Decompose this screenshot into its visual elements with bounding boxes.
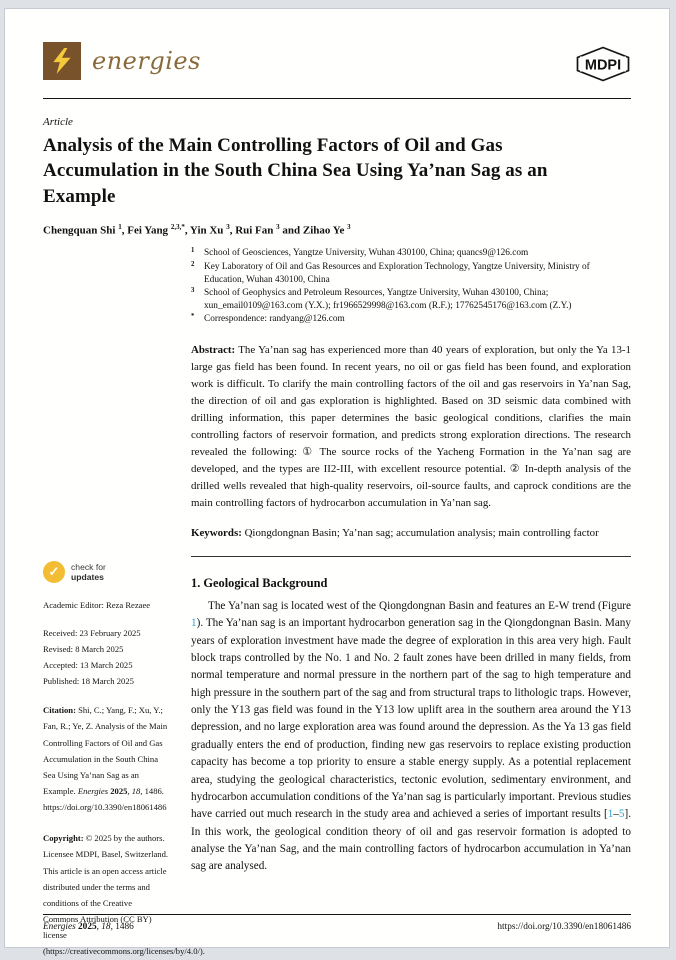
badge-line-2: updates <box>71 572 104 583</box>
margin-sidebar <box>43 247 205 959</box>
affiliation-text: School of Geophysics and Petroleum Resources, Yangtze University, Wuhan 430100, China; xun_email0109@163.com (Y.X.); fr1966529998@163.com (R.F.); 17762545176@163.com (Z.Y.) <box>204 288 572 312</box>
affiliation-item <box>191 287 631 313</box>
mdpi-logo[interactable] <box>575 46 631 87</box>
energies-journal-logo[interactable] <box>43 42 201 80</box>
inline-reference-link[interactable]: 1 <box>191 617 197 630</box>
footer-divider <box>43 914 631 915</box>
affiliation-marker: 1 <box>191 247 195 255</box>
footer-journal-reference: Energies 2025, 18, 1486 <box>43 922 134 932</box>
section-heading: 1. Geological Background <box>191 575 328 590</box>
history-date: Revised: 8 March 2025 <box>43 643 124 654</box>
footer-doi-link[interactable]: https://doi.org/10.3390/en18061486 <box>497 922 631 932</box>
mdpi-hexagon-icon <box>575 46 631 82</box>
badge-line-1: check for <box>71 562 106 573</box>
affiliation-text: School of Geosciences, Yangtze University, Wuhan 430100, China; quancs9@126.com <box>204 248 529 259</box>
journal-name: energies <box>92 47 201 75</box>
document-page <box>4 8 670 957</box>
energies-lightning-icon <box>43 42 81 80</box>
history-date: Accepted: 13 March 2025 <box>43 659 133 670</box>
mdpi-logo-text: MDPI <box>584 57 622 74</box>
check-for-updates-badge[interactable] <box>43 561 169 583</box>
citation-block <box>43 702 169 815</box>
copyright-text: © 2025 by the authors. Licensee MDPI, Basel, Switzerland. This article is an open access article distributed under the terms and conditions of the Creative Commons Attribution (CC BY) license (https://creativecommons.org/licenses/by/4.0/). <box>43 833 205 957</box>
page-footer <box>43 914 631 932</box>
check-icon: ✓ <box>43 561 65 583</box>
check-for-updates-label <box>71 562 106 583</box>
affiliation-text: Key Laboratory of Oil and Gas Resources and Exploration Technology, Yangtze University, Ministry of Education, Wuhan 430100, China <box>204 261 590 285</box>
main-column <box>191 247 631 959</box>
section-paragraph: The Ya’nan sag is located west of the Qiongdongnan Basin and features an E-W trend (Figure 1). The Ya’nan sag is an important hydrocarbon generation sag in the Qiongdongnan Basin. Many years of exploration investment have made the degree of exploration in this area very high. Fault block traps controlled by the No. 1 and No. 2 fault zones have been drilled in many fields, from normal temperature and normal pressure in the northern part of the sag to high temperature and high pressure in the southern part of the sag and from structural traps to lithologic traps. However, only the Y13 gas field was found in the Y13 low uplift area in the southern area around the Y13 depression, and no large exploration area was found around the depression. As the Ya 13 gas field gradually enters the end of production, finding new gas reservoirs to replace existing production capacity has become a top priority to ensure a stable energy supply. As a potential replacement area, studying the geological characteristics, tectonic evolution, sedimentary environment, and hydrocarbon accumulation conditions of the Ya’nan sag is particularly important. Previous studies have carried out much research in the study area and achieved a series of important results [1–5]. In this work, the geological condition theory of oil and gas reservoir formation is adopted to analyse the Ya’nan Sag, and the main controlling factors of hydrocarbon accumulation in Ya’nan sag are analysed. <box>191 599 631 873</box>
academic-editor: Academic Editor: Reza Rezaee <box>43 600 151 611</box>
header-divider <box>43 98 631 99</box>
affiliation-item <box>191 313 631 326</box>
affiliation-item <box>191 247 631 260</box>
citation-text: Shi, C.; Yang, F.; Xu, Y.; Fan, R.; Ye, Z. Analysis of the Main Controlling Factors of Oil and Gas Accumulation in the South China Sea Using Ya’nan Sag as an Example. Energies 2025, 18, 1486. https://doi.org/10.3390/en18061486 <box>43 705 168 813</box>
journal-header <box>43 42 631 87</box>
article-type-label: Article <box>43 116 73 128</box>
article-history-dates <box>43 625 169 690</box>
copyright-block <box>43 830 205 959</box>
citation-label: Citation: <box>43 705 76 716</box>
affiliations <box>191 247 631 326</box>
inline-reference-link[interactable]: 5 <box>618 808 625 821</box>
keywords-text: Qiongdongnan Basin; Ya’nan sag; accumulation analysis; main controlling factor <box>244 526 599 539</box>
affiliation-marker: * <box>191 313 195 321</box>
abstract <box>191 342 631 512</box>
abstract-label: Abstract: <box>191 343 236 356</box>
keywords-label: Keywords: <box>191 526 242 539</box>
keywords <box>191 525 631 541</box>
authors-line: Chengquan Shi $^1$, Fei Yang $^{2,3,*}$, Yin Xu $^3$, Rui Fan $^3$ and Zihao Ye $^3$ <box>43 222 351 237</box>
affiliation-marker: 2 <box>191 260 195 268</box>
history-date: Received: 23 February 2025 <box>43 627 141 638</box>
history-date: Published: 18 March 2025 <box>43 676 134 687</box>
paper-title: Analysis of the Main Controlling Factors of Oil and Gas Accumulation in the South China Sea Using Ya’nan Sag as an Example <box>43 135 548 207</box>
inline-reference-link[interactable]: 1 <box>607 808 614 821</box>
content-columns <box>43 247 631 959</box>
affiliation-marker: 3 <box>191 287 195 295</box>
affiliation-item <box>191 261 631 287</box>
abstract-text: The Ya’nan sag has experienced more than 40 years of exploration, but only the Ya 13-1 large gas field has been found. In recent years, no oil or gas field has been found, and exploration work is difficult. To clarify the main controlling factors of the oil and gas reservoirs in Ya’nan Sag, the direction of oil and gas exploration is highlighted. Based on 3D seismic data combined with drilling information, this paper determines the basic geological conditions, clarifies the main controlling factors of reservoir formation, and predicts strong exploration directions. The research revealed the following: ① The source rocks of the Yacheng Formation in the Ya’nan sag are developed, and the types are II2-III, with excellent resource potential. ② In-depth analysis of the drilled wells revealed that high-quality reservoirs, oil-source faults, and caprock conditions are the main controlling factors of hydrocarbon accumulation in Ya’nan sag. <box>191 343 631 509</box>
copyright-label: Copyright: <box>43 833 84 844</box>
affiliation-text: Correspondence: randyang@126.com <box>204 314 345 325</box>
lightning-bolt-icon <box>49 46 75 76</box>
keywords-divider <box>191 556 631 557</box>
